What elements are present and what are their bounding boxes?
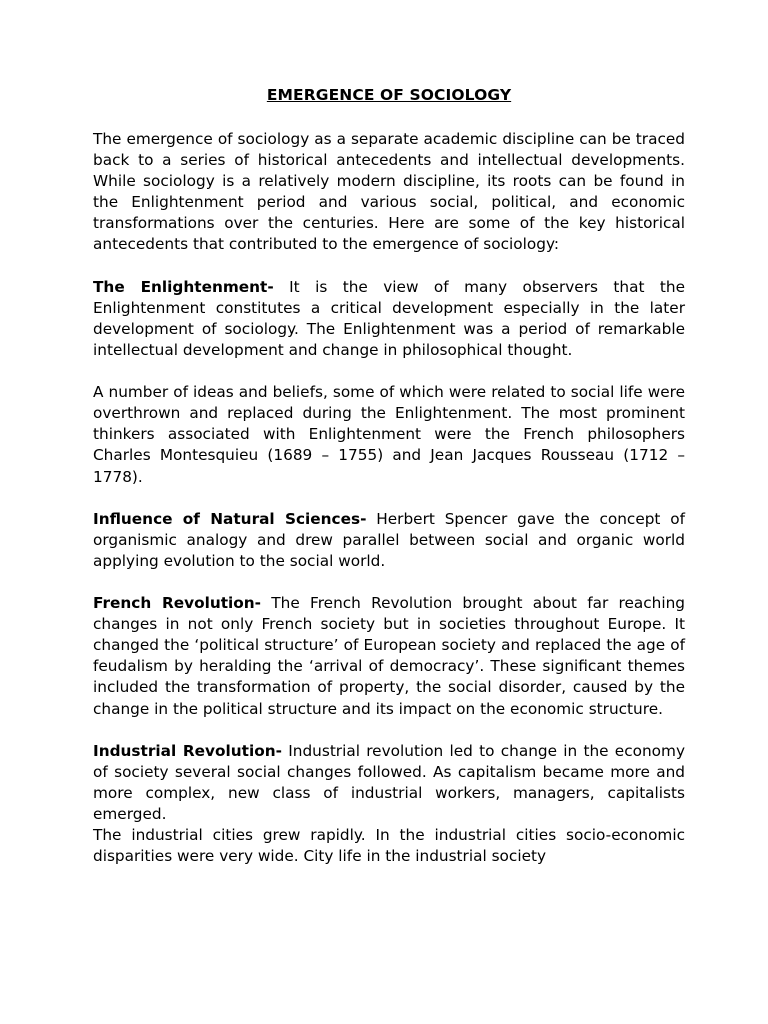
paragraph-text: It is the view of many observers that the Enlightenment constitutes a critical development especially in the later development of sociology. The Enlightenment was a period of remarkable intellectual development and change in philosophical thought.	[93, 277, 685, 359]
paragraph-heading: Influence of Natural Sciences-	[93, 509, 367, 528]
paragraph-industrial-revolution	[93, 741, 685, 825]
paragraph-intro	[93, 129, 685, 256]
paragraph-text: The French Revolution brought about far reaching changes in not only French society but in societies throughout Europe. It changed the ‘political structure’ of European society and replaced the age of feudalism by heralding the ‘arrival of democracy’. These significant themes included the transformation of property, the social disorder, caused by the change in the political structure and its impact on the economic structure.	[93, 594, 685, 718]
paragraph-french-revolution	[93, 593, 685, 720]
document-body	[93, 129, 685, 888]
paragraph-text: The industrial cities grew rapidly. In the industrial cities socio-economic disparities were very wide. City life in the industrial society	[93, 826, 685, 866]
paragraph-industrial-cities	[93, 825, 685, 867]
paragraph-enlightenment	[93, 277, 685, 361]
paragraph-heading: The Enlightenment-	[93, 277, 274, 296]
paragraph-ideas-beliefs	[93, 382, 685, 487]
paragraph-text: A number of ideas and beliefs, some of which were related to social life were overthrown and replaced during the Enlightenment. The most prominent thinkers associated with Enlightenment were the French philosophers Charles Montesquieu (1689 – 1755) and Jean Jacques Rousseau (1712 – 1778).	[93, 383, 685, 486]
paragraph-text: Herbert Spencer gave the concept of organismic analogy and drew parallel between social and organic world applying evolution to the social world.	[93, 509, 685, 570]
paragraph-heading: French Revolution-	[93, 594, 262, 613]
paragraph-text: Industrial revolution led to change in the economy of society several social changes followed. As capitalism became more and more complex, new class of industrial workers, managers, capitalists emerged.	[93, 741, 685, 823]
paragraph-text: The emergence of sociology as a separate academic discipline can be traced back to a series of historical antecedents and intellectual developments. While sociology is a relatively modern discipline, its roots can be found in the Enlightenment period and various social, political, and economic transformations over the centuries. Here are some of the key historical antecedents that contributed to the emergence of sociology:	[93, 130, 685, 254]
document-title: EMERGENCE OF SOCIOLOGY	[266, 86, 512, 104]
paragraph-natural-sciences	[93, 509, 685, 572]
paragraph-heading: Industrial Revolution-	[93, 741, 282, 760]
